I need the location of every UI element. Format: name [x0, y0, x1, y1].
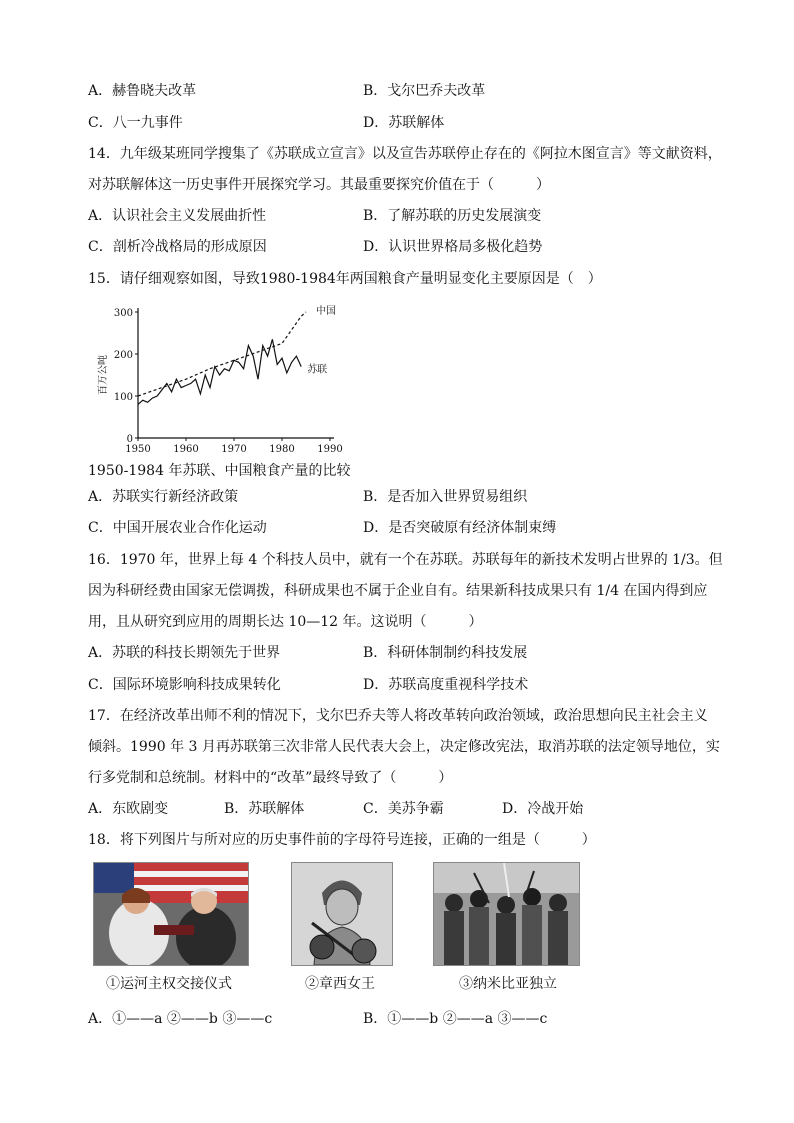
q17-stem-line2: 倾斜。1990 年 3 月再苏联第三次非常人民代表大会上，决定修改宪法，取消苏联的法定领导地位，实 — [88, 739, 720, 755]
y-axis-label: 百万公吨 — [98, 355, 109, 395]
q18-stem-line1: 18．将下列图片与所对应的历史事件前的字母符号连接，正确的一组是（ ） — [88, 832, 596, 848]
q14-stem-line1: 14．九年级某班同学搜集了《苏联成立宣言》以及宣告苏联停止存在的《阿拉木图宣言》等文献资料， — [88, 146, 722, 162]
q14-option-d: D．认识世界格局多极化趋势 — [363, 239, 543, 255]
series-label: 中国 — [316, 306, 336, 317]
x-tick-label: 1970 — [221, 444, 247, 455]
q15-option-c: C．中国开展农业合作化运动 — [88, 520, 267, 536]
q16-option-b: B．科研体制制约科技发展 — [363, 645, 528, 661]
y-tick-label: 300 — [113, 308, 133, 319]
q17-option-c: C．美苏争霸 — [363, 801, 444, 817]
q17-option-b: B．苏联解体 — [224, 801, 305, 817]
series-line-china — [138, 312, 306, 396]
grain-production-chart — [92, 300, 352, 460]
q18-option-a: A．①——a ②——b ③——c — [88, 1011, 273, 1027]
q17-stem-line3: 行多党制和总统制。材料中的“改革”最终导致了（ ） — [88, 770, 453, 786]
q16-option-a: A．苏联的科技长期领先于世界 — [88, 645, 281, 661]
q13-option-c: C．八一九事件 — [88, 115, 183, 131]
series-label: 苏联 — [307, 364, 328, 376]
y-tick-label: 0 — [126, 434, 133, 445]
photo1-caption: ①运河主权交接仪式 — [106, 976, 232, 992]
y-tick-label: 100 — [113, 392, 133, 403]
chart-caption: 1950-1984 年苏联、中国粮食产量的比较 — [88, 463, 351, 479]
q14-option-b: B．了解苏联的历史发展演变 — [363, 208, 542, 224]
q17-stem-line1: 17．在经济改革出师不利的情况下，戈尔巴乔夫等人将改革转向政治领域，政治思想向民主社会主义 — [88, 708, 708, 724]
q13-option-b: B．戈尔巴乔夫改革 — [363, 83, 486, 99]
chart-svg — [92, 300, 352, 460]
q15-option-a: A．苏联实行新经济政策 — [88, 489, 239, 505]
q16-option-d: D．苏联高度重视科学技术 — [363, 677, 529, 693]
q17-option-d: D．冷战开始 — [502, 801, 584, 817]
x-tick-label: 1960 — [173, 444, 199, 455]
q14-option-c: C．剖析冷战格局的形成原因 — [88, 239, 267, 255]
q16-stem-line2: 因为科研经费由国家无偿调拨，科研成果也不属于企业自有。结果新科技成果只有 1/4 在国内得到应 — [88, 583, 708, 599]
q16-stem-line1: 16．1970 年，世界上每 4 个科技人员中，就有一个在苏联。苏联每年的新技术发明占世界的 1/3。但 — [88, 552, 723, 568]
q15-stem-line1: 15．请仔细观察如图，导致1980-1984年两国粮食产量明显变化主要原因是（ ） — [88, 271, 602, 287]
photo2-caption: ②章西女王 — [305, 976, 375, 992]
x-tick-label: 1980 — [269, 444, 295, 455]
q15-option-b: B．是否加入世界贸易组织 — [363, 489, 528, 505]
q13-option-a: A．赫鲁晓夫改革 — [88, 83, 197, 99]
q13-option-d: D．苏联解体 — [363, 115, 445, 131]
photo-namibia-independence — [433, 862, 580, 966]
photo-canal-handover — [93, 862, 249, 966]
x-tick-label: 1950 — [125, 444, 151, 455]
q16-stem-line3: 用，且从研究到应用的周期长达 10—12 年。这说明（ ） — [88, 614, 483, 630]
q14-option-a: A．认识社会主义发展曲折性 — [88, 208, 267, 224]
photo3-caption: ③纳米比亚独立 — [459, 976, 557, 992]
q17-option-a: A．东欧剧变 — [88, 801, 169, 817]
photo-rani-of-jhansi — [291, 862, 393, 966]
q15-option-d: D．是否突破原有经济体制束缚 — [363, 520, 557, 536]
series-line-ussr — [138, 339, 301, 404]
q18-option-b: B．①——b ②——a ③——c — [363, 1011, 548, 1027]
x-tick-label: 1990 — [317, 444, 343, 455]
q16-option-c: C．国际环境影响科技成果转化 — [88, 677, 281, 693]
y-tick-label: 200 — [113, 350, 133, 361]
q14-stem-line2: 对苏联解体这一历史事件开展探究学习。其最重要探究价值在于（ ） — [88, 177, 550, 193]
